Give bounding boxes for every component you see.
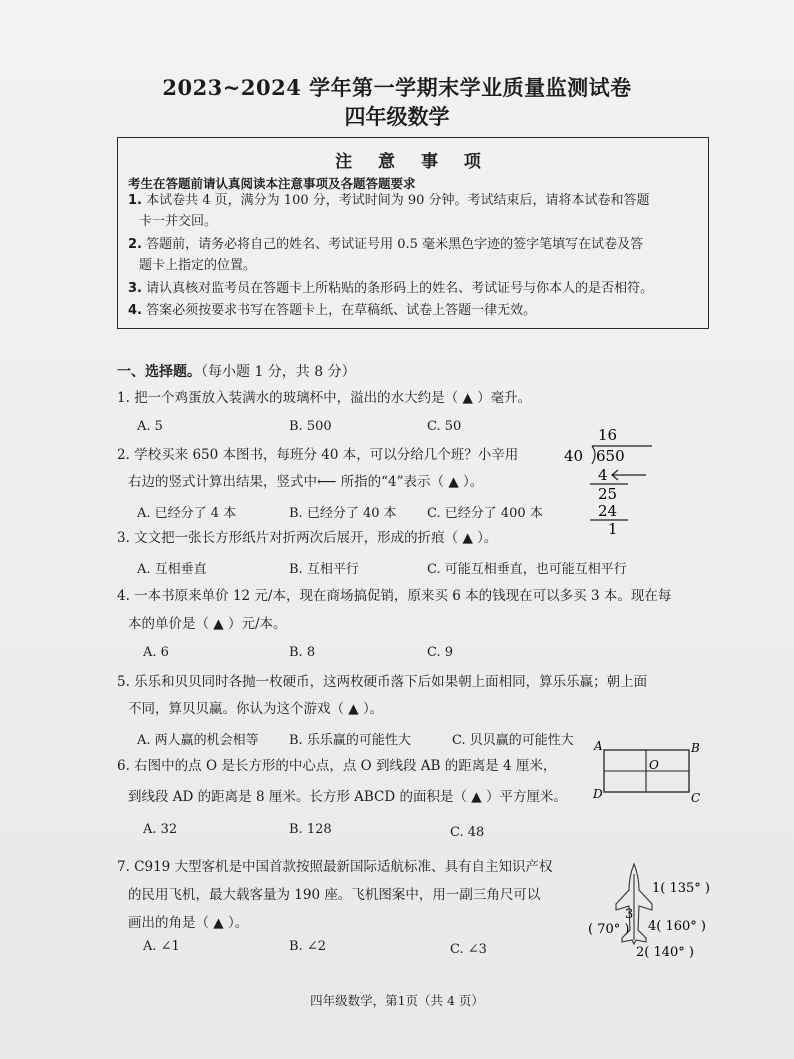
- q7-option-c: C. ∠3: [450, 942, 487, 957]
- vertex-b-label: B: [691, 741, 700, 755]
- question-5-stem-line2: 不同，算贝贝赢。你认为这个游戏（ ▲ ）。: [128, 701, 384, 717]
- question-2-stem-line2: 右边的竖式计算出结果，竖式中⟵ 所指的“4”表示（ ▲ ）。: [128, 474, 484, 490]
- question-7-stem-line3: 画出的角是（ ▲ ）。: [128, 915, 249, 931]
- angle-4-label: 4( 160° ): [648, 919, 706, 934]
- section-label: 一、选择题。: [117, 364, 201, 380]
- question-5-stem-line1: 5. 乐乐和贝贝同时各抛一枚硬币，这两枚硬币落下后如果朝上面相同，算乐乐赢；朝上面: [117, 674, 648, 690]
- long-division-figure: [560, 424, 660, 538]
- q2-option-c: C. 已经分了 400 本: [427, 506, 543, 521]
- question-4-stem-line1: 4. 一本书原来单价 12 元/本，现在商场搞促销，原来买 6 本的钱现在可以多买 3 本。现在每: [117, 588, 672, 604]
- division-quotient: 16: [598, 426, 618, 444]
- notice-item-text: 本试卷共 4 页，满分为 100 分，考试时间为 90 分钟。考试结束后，请将本试卷和答题: [146, 193, 650, 208]
- notice-item-text-cont: 题卡上指定的位置。: [139, 258, 257, 273]
- q4-option-a: A. 6: [143, 645, 169, 660]
- notice-item-text: 请认真核对监考员在答题卡上所粘贴的条形码上的姓名、考试证号与你本人的是否相符。: [146, 281, 654, 296]
- q7-option-a: A. ∠1: [143, 939, 180, 954]
- q3-option-b: B. 互相平行: [289, 562, 359, 577]
- q5-option-b: B. 乐乐赢的可能性大: [289, 733, 411, 748]
- q6-option-b: B. 128: [289, 822, 332, 837]
- notice-item: [128, 278, 653, 299]
- section-note: （每小题 1 分，共 8 分）: [201, 364, 356, 380]
- q6-option-c: C. 48: [450, 825, 485, 840]
- angle-2-label: 2( 140° ): [636, 945, 694, 960]
- angle-3-label: 3: [625, 907, 634, 922]
- q4-option-c: C. 9: [427, 645, 454, 660]
- q7-option-b: B. ∠2: [289, 939, 326, 954]
- question-4-stem-line2: 本的单价是（ ▲ ）元/本。: [128, 616, 287, 632]
- q1-option-c: C. 50: [427, 419, 462, 434]
- question-6-stem-line1: 6. 右图中的点 O 是长方形的中心点，点 O 到线段 AB 的距离是 4 厘米，: [117, 758, 557, 774]
- q3-option-a: A. 互相垂直: [137, 562, 207, 577]
- division-dividend: 650: [596, 447, 625, 465]
- division-step-product: 4: [598, 466, 608, 484]
- q1-option-b: B. 500: [289, 419, 332, 434]
- division-divisor: 40: [564, 447, 584, 465]
- angle-3-value-label: ( 70° ): [588, 922, 630, 937]
- notice-item-text: 答题前，请务必将自己的姓名、考试证号用 0.5 毫米黑色字迹的签字笔填写在试卷及答: [146, 237, 644, 252]
- vertex-a-label: A: [594, 739, 603, 753]
- q2-option-a: A. 已经分了 4 本: [137, 506, 237, 521]
- notice-item-number: 2.: [128, 237, 142, 252]
- notice-item-number: 3.: [128, 281, 142, 296]
- exam-subtitle: 四年级数学: [344, 104, 450, 129]
- question-6-stem-line2: 到线段 AD 的距离是 8 厘米。长方形 ABCD 的面积是（ ▲ ）平方厘米。: [128, 789, 567, 805]
- exam-title: 2023~2024 学年第一学期末学业质量监测试卷: [162, 75, 632, 100]
- page-footer: 四年级数学，第1页（共 4 页）: [310, 993, 484, 1008]
- rectangle-abcd-figure: [590, 738, 710, 808]
- airplane-angle-figure: [582, 860, 732, 968]
- question-1-stem: 1. 把一个鸡蛋放入装满水的玻璃杯中，溢出的水大约是（ ▲ ）毫升。: [117, 390, 532, 406]
- q6-option-a: A. 32: [143, 822, 178, 837]
- division-final-remainder: 1: [608, 520, 618, 538]
- notice-box: [117, 137, 709, 329]
- question-7-stem-line1: 7. C919 大型客机是中国首款按照最新国际适航标准、具有自主知识产权: [117, 859, 553, 875]
- q2-option-b: B. 已经分了 40 本: [289, 506, 397, 521]
- vertex-c-label: C: [691, 791, 701, 805]
- notice-subheading: 考生在答题前请认真阅读本注意事项及各题答题要求: [128, 176, 416, 191]
- question-7-stem-line2: 的民用飞机，最大载客量为 190 座。飞机图案中，用一副三角尺可以: [128, 887, 541, 903]
- division-step-subtract: 24: [598, 502, 618, 520]
- notice-heading: 注 意 事 项: [335, 152, 491, 172]
- q5-option-a: A. 两人赢的机会相等: [137, 733, 259, 748]
- center-o-label: O: [649, 758, 659, 772]
- notice-item: [128, 190, 650, 232]
- notice-item-number: 1.: [128, 193, 142, 208]
- notice-item-text-cont: 卡一并交回。: [139, 214, 218, 229]
- notice-item: [128, 300, 536, 321]
- division-step-remainder: 25: [598, 485, 618, 503]
- q5-option-c: C. 贝贝赢的可能性大: [452, 733, 574, 748]
- section-heading: [117, 361, 356, 381]
- q1-option-a: A. 5: [137, 419, 163, 434]
- question-3-stem: 3. 文文把一张长方形纸片对折两次后展开，形成的折痕（ ▲ ）。: [117, 530, 498, 546]
- notice-item-text: 答案必须按要求书写在答题卡上，在草稿纸、试卷上答题一律无效。: [146, 303, 537, 318]
- q3-option-c: C. 可能互相垂直，也可能互相平行: [427, 562, 627, 577]
- question-2-stem-line1: 2. 学校买来 650 本图书，每班分 40 本，可以分给几个班？小辛用: [117, 447, 519, 463]
- notice-item-number: 4.: [128, 303, 142, 318]
- vertex-d-label: D: [593, 787, 603, 801]
- angle-1-label: 1( 135° ): [652, 881, 710, 896]
- notice-item: [128, 234, 643, 276]
- q4-option-b: B. 8: [289, 645, 316, 660]
